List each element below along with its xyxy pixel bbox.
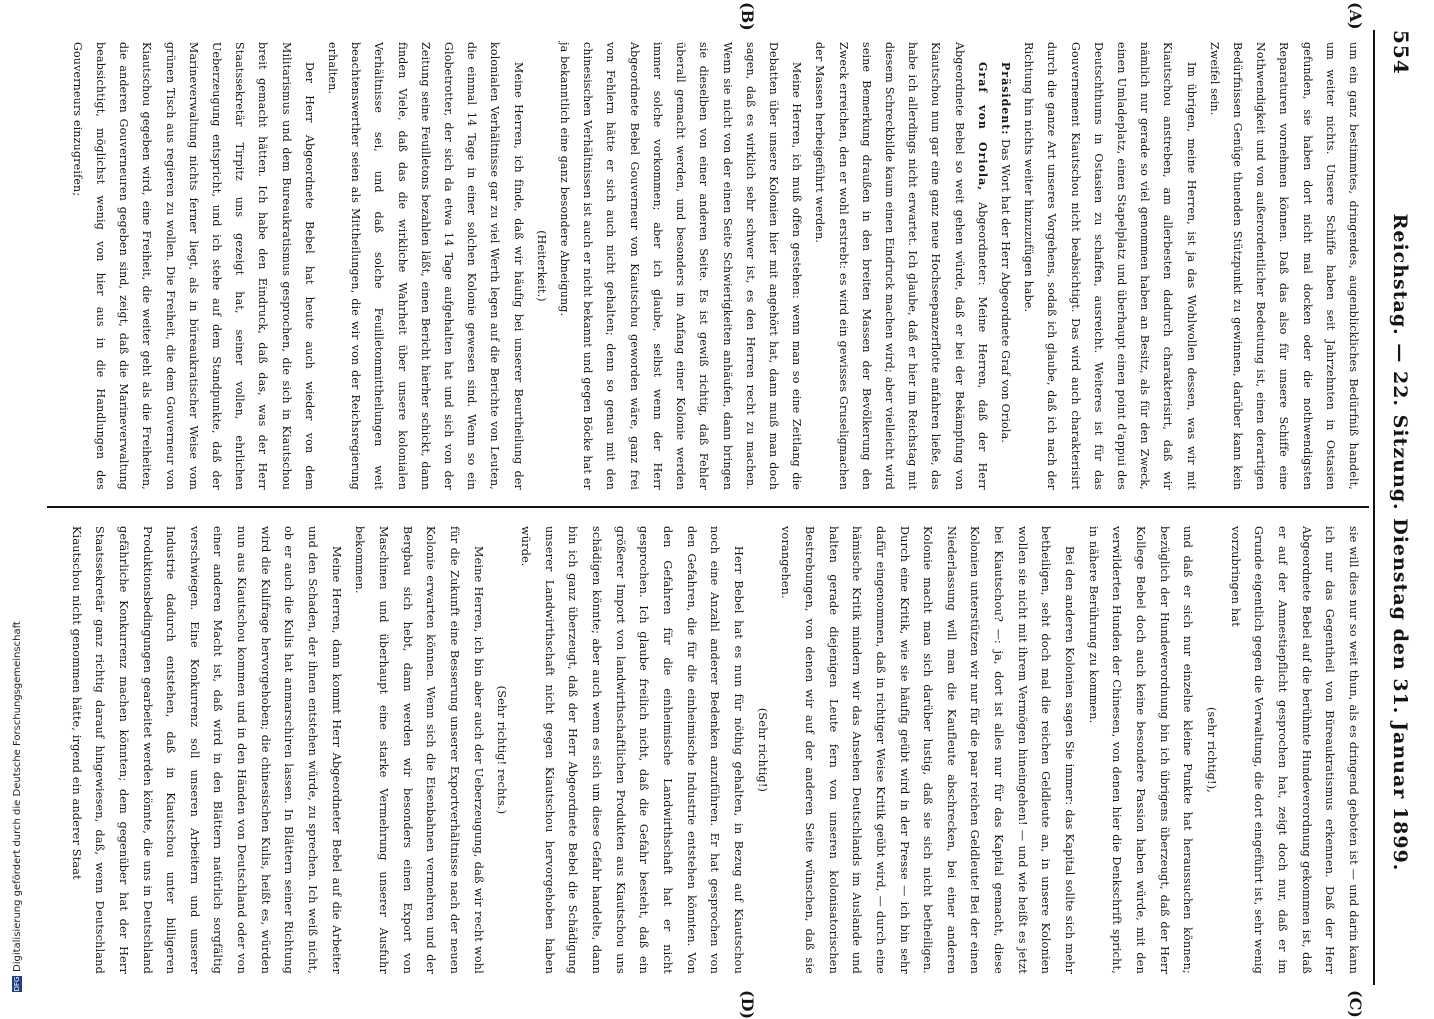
paragraph: und daß er sich nur einzelne kleine Punkte hat heraussuchen können; bezüglich der Hundeverordnung bin ich übrigens überzeugt, daß der Herr Kollege Bebel doch auch keine besondere Passion haben würde, mit den verwilderten Hunden der Chinesen, von denen hier die Denkschrift spricht, in nähere Berührung zu kommen. [1086, 526, 1195, 974]
paragraph: Meine Herren, dann kommt Herr Abgeordneter Bebel auf die Arbeiter und den Schaden, der ihnen entstehen würde, zu sprechen. Ich weiß nicht, ob er auch die Kulis hat anmarschiren lassen. In Blättern seiner Richtung wird die Kulifrage hervorgehoben; die chinesischen Kulis, heißt es, würden nun aus Kiautschou kommen und in den Händen von Deutschland oder von einer anderen Macht ist, daß wird in den Blättern natürlich sorgfältig verschwiegen. Eine Konkurrenz soll unseren Arbeitern und unserer Industrie dadurch entstehen, daß in Kiautschou unter billigeren Produktionsbedingungen gearbeitet werden könnte, die uns in Deutschland gefährliche Konkurrenz machen könnten; dem gegenüber hat der Herr Staatssekretär ganz richtig darauf hingewiesen, daß, wenn Deutschland Kiautschou nicht genommen hätte, irgend ein anderer Staat [69, 526, 343, 974]
reaction-note: (Sehr richtig!) [755, 707, 769, 793]
page-number: 554 [1389, 30, 1413, 75]
left-column [45, 42, 1365, 490]
column-divider [47, 506, 1369, 508]
paragraph: Meine Herren, ich muß offen gestehen: wenn man so eine Zeitlang die Debatten über unsere Kolonien hier mit angehört hat, dann muß man doch sagen, daß es wirklich sehr schwer ist, es den Herren recht zu machen. Wenn sie nicht von der einen Seite Schwierigkeiten anhäufen, dann bringen sie dieselben von einer anderen Seite. Es ist gewiß richtig, daß Fehler überall gemacht werden, und besonders im Anfang einer Kolonie werden immer solche vorkommen; aber ich glaube, selbst wenn der Herr Abgeordnete Bebel Gouverneur von Kiautschou geworden wäre, ganz frei von Fehlern hätte er sich auch nicht gehalten; denn so genau mit den chinesischen Verhältnissen ist auch er nicht bekannt und gegen Böcke hat er ja bekanntlich eine ganz besondere Abneigung. [558, 42, 804, 490]
digitization-credit [12, 621, 23, 992]
margin-mark-b: (B) [738, 2, 757, 31]
paragraph: Meine Herren, ich bin aber auch der Ueberzeugung, daß wir recht wohl für die Zukunft eine Besserung unserer Exportverhältnisse nach der neuen Kolonie erwarten können. Wenn sich die Eisenbahnen vermehren und der Bergbau sich hebt, dann werden wir besonders einen Export von Maschinen und überhaupt eine starke Vermehrung unserer Ausfuhr bekommen. [353, 526, 485, 974]
margin-mark-d: (D) [738, 990, 757, 1019]
margin-mark-a: (A) [1346, 2, 1365, 30]
paragraph: Bei den anderen Kolonien sagen Sie immer: das Kapital sollte sich mehr betheiligen, seht doch mal die reichen Geldleute an, in unsere Kolonien wollen sie nicht mit ihrem Vermögen hineingehen! — und wie heißt es jetzt bei Kiautschou? —: ja, dort ist alles nur für das Kapital gemacht, diese Kolonien unterstützen wir nur für die paar reichen Geldleute! Bei der einen Niederlassung will man die Kaufleute abschrecken, bei einer anderen Kolonie macht man sich darüber lustig, daß sie sich nicht betheiligen. Durch eine Kritik, wie sie häufig geübt wird in der Presse — ich bin sehr dafür eingenommen, daß in richtiger Weise Kritik geübt wird, — durch eine hämische Kritik mindern wir das Ansehen Deutschlands im Auslande und halten gerade diejenigen Leute fern von unseren kolonisatorischen Bestrebungen, von denen wir auf der anderen Seite wünschen, daß sie vorangehen. [779, 526, 1077, 974]
speaker-name: Graf von Oriola, [975, 62, 989, 192]
paragraph: sie will dies nur so weit thun, als es dringend geboten ist — und darin kann ich nur das Gegentheil von Büreaukratismus erkennen. Daß der Herr Abgeordnete Bebel auf die berühmte Hundeverordnung gekommen ist, daß er auf der Amnestiepflicht gesprochen hat, zeigt doch nur, daß er im Grunde eigentlich gegen die Verwaltung, die dort eingeführt ist, sehr wenig vorzubringen hat [1228, 526, 1360, 974]
paragraph [808, 42, 994, 490]
page-header [1373, 30, 1417, 985]
reaction-note: (Heiterkeit.) [534, 230, 548, 302]
right-column [45, 526, 1365, 974]
margin-mark-c: (C) [1346, 990, 1365, 1018]
header-rule [1373, 30, 1375, 985]
dfg-logo: DFG [13, 976, 21, 992]
paragraph: um ein ganz bestimmtes, dringendes, augenblickliches Bedürfniß handelt, um weiter nichts. Unsere Schiffe haben seit Jahrzehnten in Ostasien gefunden, sie haben dort nicht mal docken oder die nothwendigsten Reparaturen vornehmen können. Daß das also für unsere Schiffe eine Nothwendigkeit und von außerordentlicher Bedeutung ist, einen derartigen Bedürfnissen Genüge thuenden Stützpunkt zu gewinnen, darüber kann kein Zweifel sein. [1207, 42, 1360, 490]
paragraph-text: Das Wort hat der Herr Abgeordnete Graf von Oriola. [998, 139, 1012, 444]
digitization-sidebar [0, 0, 23, 1000]
paragraph [994, 42, 1017, 490]
reaction-note: (sehr richtig!), [1205, 706, 1219, 794]
paragraph: Im übrigen, meine Herren, ist ja das Wohlwollen dessen, was wir mit Kiautschou anstreben, am allerbesten dadurch charakterisirt, daß wir nämlich nur gerade so viel genommen haben an Besitz, als für den Zweck, einen Umladeplatz, einen Stapelplatz und überhaupt einen point d'appui des Deutschthums in Ostasien zu schaffen, ausreicht. Weiteres ist für das Gouvernement Kiautschou nicht beabsichtigt. Das wird auch charakterisirt durch die ganze Art unseres Vorgehens, sodaß ich glaube, daß ich nach der Richtung hin nichts weiter hinzuzufügen habe. [1022, 42, 1198, 490]
speaker-name: Präsident: [998, 62, 1012, 136]
credit-text: Digitalisierung gefördert durch die Deutsche Forschungsgemeinschaft [12, 621, 23, 972]
reaction-note: (Sehr richtig! rechts.) [495, 685, 509, 815]
paragraph: Meine Herren, ich finde, daß wir häufig bei unserer Beurtheilung der kolonialen Verhältnisse gar zu viel Werth legen auf die Berichte von Leuten, die einmal 14 Tage in einer solchen Kolonie gewesen sind. Wenn so ein Globetrotter, der sich da etwa 14 Tage aufgehalten hat und sich von der Zeitung seine Feuilletons bezahlen läßt, einen Bericht hierher schickt, dann finden Viele, daß das die wirkliche Wahrheit über unsere kolonialen Verhältnisse sei, und daß solche Feuilletonmittheilungen weit beachtenswerther seien als Mittheilungen, die wir von der Reichsregierung erhalten. [326, 42, 525, 490]
paragraph: Der Herr Abgeordnete Bebel hat heute auch wieder von dem Militarismus und dem Bureaukratismus gesprochen, die sich in Kiautschou breit gemacht hätten. Ich habe den Eindruck, daß das, was der Herr Staatssekretär Tirpitz uns gezeigt hat, seiner vollen, ehrlichen Ueberzeugung entspricht, und ich stehe auf dem Standpunkte, daß der Marineverwaltung nichts ferner liegt, als in büreaukratischer Weise vom grünen Tisch aus regieren zu wollen. Die Freiheit, die dem Gouverneur von Kiautschou gegeben wird, eine Freiheit, die weiter geht als die Freiheiten, die anderen Gouverneuren gegeben sind, zeigt, daß die Marineverwaltung beabsichtigt, möglichst wenig von hier aus in die Handlungen des Gouverneurs einzugreifen; [70, 42, 316, 490]
rotated-newspaper-page [32, 2, 1417, 1019]
running-title: Reichstag. — 22. Sitzung. Dienstag den 31. Januar 1899. [1389, 213, 1411, 872]
paragraph-text: Abgeordneter: Meine Herren, daß der Herr Abgeordnete Bebel so weit gehen würde, daß er bei der Bekämpfung von Kiautschou nun gar eine ganz neue Hochseepanzerflotte anfahren ließe, das habe ich allerdings nicht erwartet. Ich glaube, daß er hier im Reichstag mit diesem Schreckbilde kaum einen Eindruck machen wird; aber vielleicht wird seine Bemerkung draußen in den breiten Massen der Bevölkerung den Zweck erreichen, den er wohl erstrebt: es wird ein gewisses Gruseligmachen der Massen herbeigeführt werden. [813, 42, 989, 490]
paragraph: Herr Bebel hat es nun für nöthig gehalten, in Bezug auf Kiautschou noch eine Anzahl anderer Bedenken anzuführen. Er hat gesprochen von den Gefahren, die für die einheimische Industrie entstehen könnten. Von den Gefahren für die einheimische Landwirthschaft hat er nicht gesprochen. Ich glaube freilich nicht, daß die Gefahr besteht, daß ein größerer Import von landwirthschaftlichen Produkten aus Kiautschou uns schädigen könnte; aber auch wenn es sich um diese Gefahr handelte, dann bin ich ganz überzeugt, daß der Herr Abgeordnete Bebel die Schädigung unserer Landwirthschaft nicht gegen Kiautschou hervorgehoben haben würde. [519, 526, 745, 974]
